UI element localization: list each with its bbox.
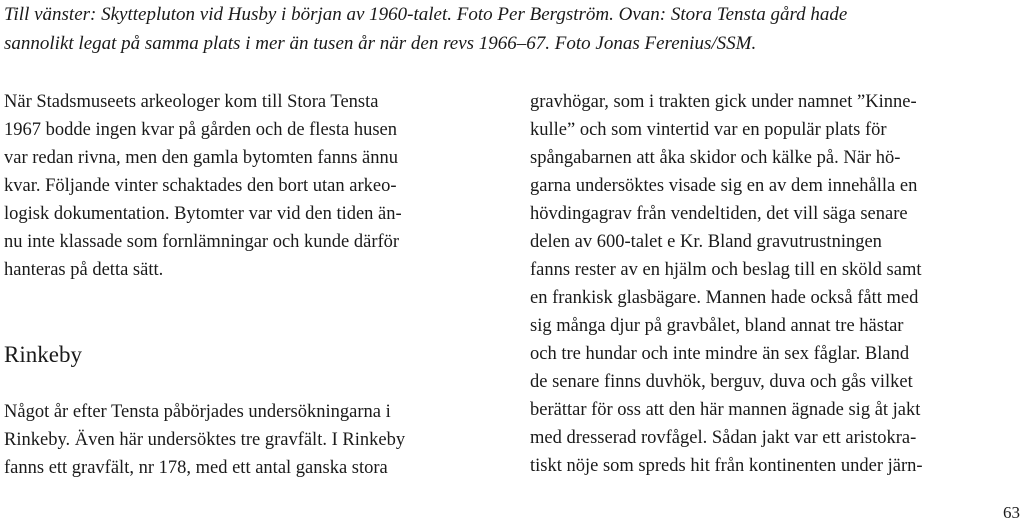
text-line: nu inte klassade som fornlämningar och kunde därför — [4, 232, 400, 252]
page-number: 63 — [1003, 503, 1020, 522]
caption-line: sannolikt legat på samma plats i mer än tusen år när den revs 1966–67. Foto Jonas Ferenius/SSM. — [4, 33, 757, 54]
left-column-paragraph-2 — [4, 398, 492, 482]
text-line: kvar. Följande vinter schaktades den bort utan arkeo- — [4, 176, 397, 196]
text-line: hövdingagrav från vendeltiden, det vill säga senare — [530, 204, 908, 224]
right-column-paragraph — [530, 88, 1020, 480]
text-line: garna undersöktes visade sig en av dem innehålla en — [530, 176, 918, 196]
text-line: 1967 bodde ingen kvar på gården och de flesta husen — [4, 120, 397, 140]
text-line: delen av 600-talet e Kr. Bland gravutrustningen — [530, 232, 882, 252]
text-line: Något år efter Tensta påbörjades undersökningarna i — [4, 402, 391, 422]
text-line: med dresserad rovfågel. Sådan jakt var ett aristokra- — [530, 428, 917, 448]
text-line: hanteras på detta sätt. — [4, 260, 164, 280]
text-line: de senare finns duvhök, berguv, duva och gås vilket — [530, 372, 913, 392]
text-line: och tre hundar och inte mindre än sex fåglar. Bland — [530, 344, 910, 364]
text-line: spångabarnen att åka skidor och kälke på. När hö- — [530, 148, 901, 168]
section-heading: Rinkeby — [4, 342, 82, 367]
text-line: logisk dokumentation. Bytomter var vid den tiden än- — [4, 204, 402, 224]
text-line: fanns ett gravfält, nr 178, med ett antal ganska stora — [4, 458, 388, 478]
text-line: tiskt nöje som spreds hit från kontinenten under järn- — [530, 456, 923, 476]
text-line: gravhögar, som i trakten gick under namnet ”Kinne- — [530, 92, 917, 112]
caption-line: Till vänster: Skyttepluton vid Husby i början av 1960-talet. Foto Per Bergström. Ovan: Stora Tensta gård hade — [4, 4, 848, 25]
left-column-paragraph-1 — [4, 88, 492, 284]
photo-caption — [4, 0, 1020, 58]
text-line: berättar för oss att den här mannen ägnade sig åt jakt — [530, 400, 921, 420]
text-line: fanns rester av en hjälm och beslag till en sköld samt — [530, 260, 922, 280]
text-line: en frankisk glasbägare. Mannen hade också fått med — [530, 288, 919, 308]
text-line: Rinkeby. Även här undersöktes tre gravfält. I Rinkeby — [4, 430, 406, 450]
text-line: var redan rivna, men den gamla bytomten fanns ännu — [4, 148, 399, 168]
text-line: kulle” och som vintertid var en populär plats för — [530, 120, 887, 140]
text-line: sig många djur på gravbålet, bland annat tre hästar — [530, 316, 904, 336]
text-line: När Stadsmuseets arkeologer kom till Stora Tensta — [4, 92, 379, 112]
